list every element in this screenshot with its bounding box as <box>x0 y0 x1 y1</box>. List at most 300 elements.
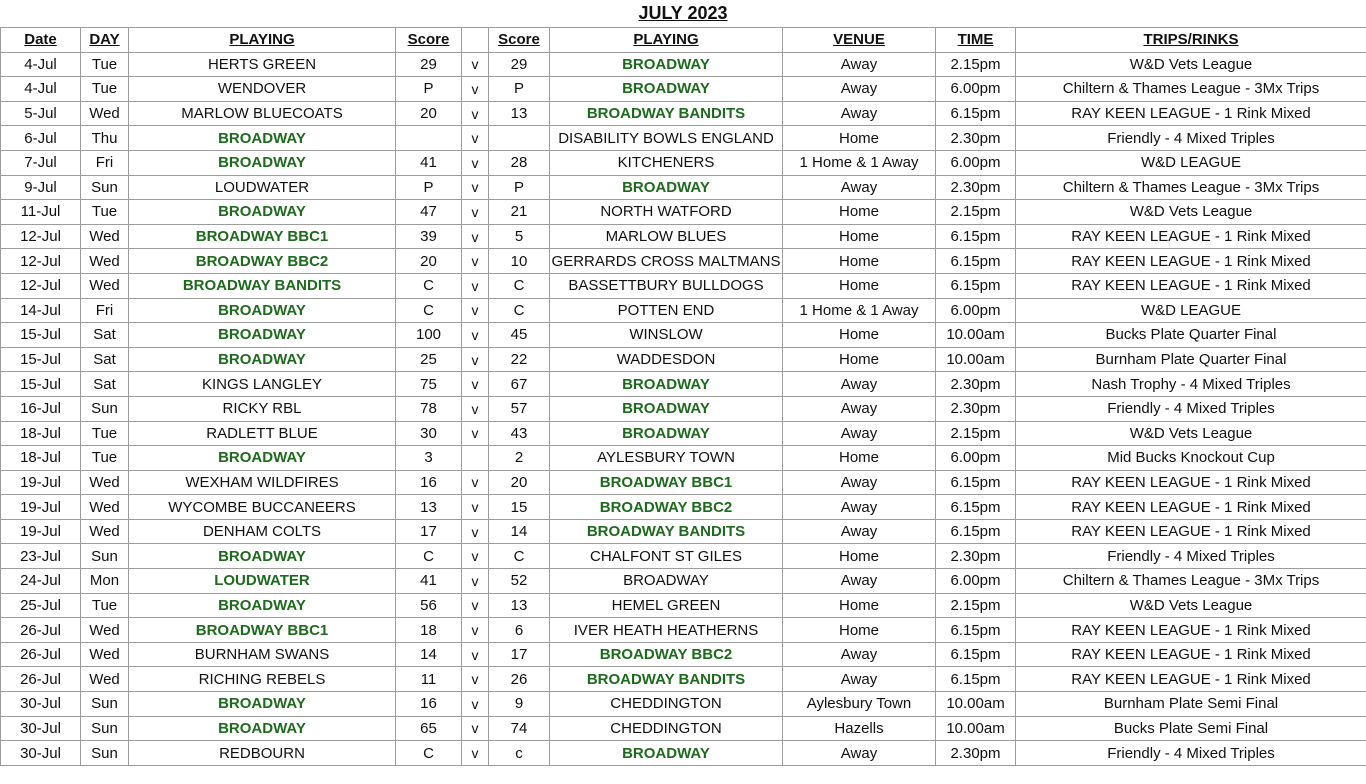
away-team: BROADWAY <box>550 396 783 421</box>
away-score: 13 <box>489 593 550 618</box>
venue: Home <box>783 224 936 249</box>
competition: Chiltern & Thames League - 3Mx Trips <box>1016 569 1366 594</box>
home-score: 25 <box>396 347 462 372</box>
fixture-day: Tue <box>81 446 129 471</box>
fixture-day: Tue <box>81 77 129 102</box>
away-score: 6 <box>489 618 550 643</box>
home-team: WENDOVER <box>129 77 396 102</box>
venue: Aylesbury Town <box>783 692 936 717</box>
away-score: 67 <box>489 372 550 397</box>
header-playing-home: PLAYING <box>129 28 396 53</box>
competition: RAY KEEN LEAGUE - 1 Rink Mixed <box>1016 249 1366 274</box>
table-row <box>1 569 1366 594</box>
competition: RAY KEEN LEAGUE - 1 Rink Mixed <box>1016 667 1366 692</box>
away-score: C <box>489 298 550 323</box>
away-score: 13 <box>489 101 550 126</box>
away-team: BASSETTBURY BULLDOGS <box>550 273 783 298</box>
home-score: 20 <box>396 249 462 274</box>
competition: W&D Vets League <box>1016 52 1366 77</box>
fixture-day: Sun <box>81 716 129 741</box>
home-score: 29 <box>396 52 462 77</box>
home-team: BROADWAY <box>129 298 396 323</box>
away-score: 14 <box>489 519 550 544</box>
start-time: 6.15pm <box>936 519 1016 544</box>
home-score <box>396 126 462 151</box>
table-row <box>1 273 1366 298</box>
fixture-day: Tue <box>81 52 129 77</box>
away-team: IVER HEATH HEATHERNS <box>550 618 783 643</box>
home-score: 13 <box>396 495 462 520</box>
home-team: BROADWAY BBC2 <box>129 249 396 274</box>
away-score: 17 <box>489 642 550 667</box>
fixture-date: 5-Jul <box>1 101 81 126</box>
versus: v <box>462 716 489 741</box>
fixture-date: 30-Jul <box>1 692 81 717</box>
home-team: WYCOMBE BUCCANEERS <box>129 495 396 520</box>
venue: Away <box>783 470 936 495</box>
start-time: 6.15pm <box>936 667 1016 692</box>
fixture-day: Wed <box>81 495 129 520</box>
fixture-day: Mon <box>81 569 129 594</box>
venue: 1 Home & 1 Away <box>783 298 936 323</box>
away-score: c <box>489 741 550 766</box>
start-time: 6.15pm <box>936 618 1016 643</box>
fixture-day: Sat <box>81 347 129 372</box>
versus <box>462 446 489 471</box>
versus: v <box>462 569 489 594</box>
home-team: BROADWAY <box>129 593 396 618</box>
fixture-day: Fri <box>81 298 129 323</box>
fixture-date: 19-Jul <box>1 519 81 544</box>
home-team: HERTS GREEN <box>129 52 396 77</box>
versus: v <box>462 495 489 520</box>
table-row <box>1 347 1366 372</box>
home-team: MARLOW BLUECOATS <box>129 101 396 126</box>
fixture-day: Tue <box>81 593 129 618</box>
away-team: CHALFONT ST GILES <box>550 544 783 569</box>
home-score: 11 <box>396 667 462 692</box>
fixture-date: 30-Jul <box>1 741 81 766</box>
fixture-date: 19-Jul <box>1 470 81 495</box>
competition: RAY KEEN LEAGUE - 1 Rink Mixed <box>1016 618 1366 643</box>
fixture-date: 26-Jul <box>1 642 81 667</box>
start-time: 6.00pm <box>936 446 1016 471</box>
competition: W&D Vets League <box>1016 200 1366 225</box>
header-venue: VENUE <box>783 28 936 53</box>
start-time: 6.15pm <box>936 470 1016 495</box>
versus: v <box>462 77 489 102</box>
title-text: JULY 2023 <box>638 3 728 23</box>
away-team: KITCHENERS <box>550 150 783 175</box>
fixture-day: Tue <box>81 200 129 225</box>
table-row <box>1 224 1366 249</box>
competition: RAY KEEN LEAGUE - 1 Rink Mixed <box>1016 224 1366 249</box>
fixture-date: 24-Jul <box>1 569 81 594</box>
home-team: BROADWAY <box>129 150 396 175</box>
fixture-date: 7-Jul <box>1 150 81 175</box>
versus: v <box>462 692 489 717</box>
away-score: 45 <box>489 323 550 348</box>
table-row <box>1 126 1366 151</box>
away-score: 15 <box>489 495 550 520</box>
away-score: C <box>489 544 550 569</box>
home-score: C <box>396 298 462 323</box>
header-trips-rinks: TRIPS/RINKS <box>1016 28 1366 53</box>
competition: W&D LEAGUE <box>1016 298 1366 323</box>
start-time: 2.30pm <box>936 175 1016 200</box>
fixture-date: 4-Jul <box>1 52 81 77</box>
competition: RAY KEEN LEAGUE - 1 Rink Mixed <box>1016 519 1366 544</box>
home-team: BROADWAY <box>129 544 396 569</box>
away-team: MARLOW BLUES <box>550 224 783 249</box>
fixture-date: 4-Jul <box>1 77 81 102</box>
home-score: 30 <box>396 421 462 446</box>
home-team: RICKY RBL <box>129 396 396 421</box>
venue: Home <box>783 544 936 569</box>
away-score: C <box>489 273 550 298</box>
away-team: WINSLOW <box>550 323 783 348</box>
table-row <box>1 249 1366 274</box>
fixture-date: 25-Jul <box>1 593 81 618</box>
venue: Home <box>783 347 936 372</box>
home-team: RADLETT BLUE <box>129 421 396 446</box>
home-team: BROADWAY BANDITS <box>129 273 396 298</box>
away-score: P <box>489 77 550 102</box>
competition: Mid Bucks Knockout Cup <box>1016 446 1366 471</box>
fixture-day: Wed <box>81 519 129 544</box>
table-row <box>1 446 1366 471</box>
venue: Away <box>783 101 936 126</box>
table-row <box>1 298 1366 323</box>
start-time: 6.15pm <box>936 249 1016 274</box>
versus: v <box>462 52 489 77</box>
away-team: POTTEN END <box>550 298 783 323</box>
away-team: BROADWAY BBC2 <box>550 495 783 520</box>
away-score: 26 <box>489 667 550 692</box>
header-date: Date <box>1 28 81 53</box>
versus: v <box>462 618 489 643</box>
home-team: BURNHAM SWANS <box>129 642 396 667</box>
fixture-date: 11-Jul <box>1 200 81 225</box>
home-team: BROADWAY <box>129 446 396 471</box>
fixture-day: Wed <box>81 618 129 643</box>
header-score-home: Score <box>396 28 462 53</box>
fixture-date: 23-Jul <box>1 544 81 569</box>
home-score: 47 <box>396 200 462 225</box>
home-team: LOUDWATER <box>129 569 396 594</box>
table-row <box>1 642 1366 667</box>
start-time: 2.30pm <box>936 396 1016 421</box>
competition: W&D LEAGUE <box>1016 150 1366 175</box>
fixtures-body <box>1 52 1366 765</box>
venue: Home <box>783 273 936 298</box>
away-team: BROADWAY <box>550 52 783 77</box>
versus: v <box>462 249 489 274</box>
home-score: 75 <box>396 372 462 397</box>
away-team: AYLESBURY TOWN <box>550 446 783 471</box>
fixture-day: Thu <box>81 126 129 151</box>
fixture-day: Wed <box>81 224 129 249</box>
header-playing-away: PLAYING <box>550 28 783 53</box>
away-score: 21 <box>489 200 550 225</box>
table-row <box>1 200 1366 225</box>
fixtures-table <box>0 27 1366 766</box>
versus: v <box>462 470 489 495</box>
away-team: DISABILITY BOWLS ENGLAND <box>550 126 783 151</box>
away-score: 22 <box>489 347 550 372</box>
start-time: 6.15pm <box>936 273 1016 298</box>
home-score: 56 <box>396 593 462 618</box>
start-time: 6.00pm <box>936 150 1016 175</box>
fixture-date: 12-Jul <box>1 224 81 249</box>
fixture-date: 18-Jul <box>1 446 81 471</box>
versus: v <box>462 323 489 348</box>
table-row <box>1 101 1366 126</box>
fixture-day: Wed <box>81 273 129 298</box>
fixture-day: Sun <box>81 175 129 200</box>
versus: v <box>462 741 489 766</box>
away-team: GERRARDS CROSS MALTMANS <box>550 249 783 274</box>
away-team: BROADWAY <box>550 741 783 766</box>
away-team: BROADWAY BANDITS <box>550 101 783 126</box>
versus: v <box>462 150 489 175</box>
away-score: 74 <box>489 716 550 741</box>
table-row <box>1 618 1366 643</box>
table-row <box>1 495 1366 520</box>
table-row <box>1 77 1366 102</box>
away-score: 52 <box>489 569 550 594</box>
away-team: BROADWAY BANDITS <box>550 519 783 544</box>
table-row <box>1 150 1366 175</box>
fixture-date: 14-Jul <box>1 298 81 323</box>
header-vs <box>462 28 489 53</box>
start-time: 2.30pm <box>936 126 1016 151</box>
away-team: BROADWAY BANDITS <box>550 667 783 692</box>
away-score: 9 <box>489 692 550 717</box>
away-score: 57 <box>489 396 550 421</box>
fixture-day: Tue <box>81 421 129 446</box>
venue: Home <box>783 323 936 348</box>
competition: Burnham Plate Quarter Final <box>1016 347 1366 372</box>
venue: Away <box>783 175 936 200</box>
away-score: 29 <box>489 52 550 77</box>
home-score: 65 <box>396 716 462 741</box>
competition: RAY KEEN LEAGUE - 1 Rink Mixed <box>1016 470 1366 495</box>
away-team: BROADWAY <box>550 372 783 397</box>
competition: RAY KEEN LEAGUE - 1 Rink Mixed <box>1016 495 1366 520</box>
fixture-date: 19-Jul <box>1 495 81 520</box>
home-team: BROADWAY <box>129 200 396 225</box>
venue: Home <box>783 200 936 225</box>
fixture-day: Sat <box>81 323 129 348</box>
fixture-day: Sun <box>81 544 129 569</box>
home-score: 16 <box>396 692 462 717</box>
away-team: BROADWAY <box>550 421 783 446</box>
venue: Home <box>783 126 936 151</box>
home-team: BROADWAY BBC1 <box>129 618 396 643</box>
table-row <box>1 175 1366 200</box>
fixture-date: 26-Jul <box>1 618 81 643</box>
home-score: 41 <box>396 150 462 175</box>
competition: Friendly - 4 Mixed Triples <box>1016 741 1366 766</box>
table-row <box>1 323 1366 348</box>
fixture-day: Sun <box>81 692 129 717</box>
venue: Home <box>783 249 936 274</box>
table-row <box>1 421 1366 446</box>
venue: Away <box>783 642 936 667</box>
venue: Away <box>783 421 936 446</box>
venue: Away <box>783 519 936 544</box>
home-score: 78 <box>396 396 462 421</box>
home-team: DENHAM COLTS <box>129 519 396 544</box>
home-score: P <box>396 175 462 200</box>
fixture-date: 9-Jul <box>1 175 81 200</box>
venue: Away <box>783 372 936 397</box>
table-row <box>1 519 1366 544</box>
header-time: TIME <box>936 28 1016 53</box>
start-time: 6.15pm <box>936 224 1016 249</box>
home-score: C <box>396 544 462 569</box>
versus: v <box>462 200 489 225</box>
fixture-date: 15-Jul <box>1 372 81 397</box>
fixture-day: Wed <box>81 249 129 274</box>
versus: v <box>462 273 489 298</box>
away-team: BROADWAY BBC2 <box>550 642 783 667</box>
home-team: BROADWAY <box>129 126 396 151</box>
away-score: 20 <box>489 470 550 495</box>
start-time: 10.00am <box>936 716 1016 741</box>
versus: v <box>462 667 489 692</box>
away-score: 5 <box>489 224 550 249</box>
home-team: WEXHAM WILDFIRES <box>129 470 396 495</box>
venue: Away <box>783 495 936 520</box>
away-score: P <box>489 175 550 200</box>
fixture-day: Wed <box>81 642 129 667</box>
fixture-date: 30-Jul <box>1 716 81 741</box>
competition: Friendly - 4 Mixed Triples <box>1016 544 1366 569</box>
table-row <box>1 716 1366 741</box>
venue: Away <box>783 741 936 766</box>
fixture-date: 15-Jul <box>1 323 81 348</box>
fixture-date: 12-Jul <box>1 249 81 274</box>
competition: RAY KEEN LEAGUE - 1 Rink Mixed <box>1016 273 1366 298</box>
venue: Away <box>783 77 936 102</box>
start-time: 6.00pm <box>936 77 1016 102</box>
venue: Home <box>783 618 936 643</box>
table-row <box>1 692 1366 717</box>
fixture-date: 18-Jul <box>1 421 81 446</box>
fixture-day: Wed <box>81 101 129 126</box>
competition: Chiltern & Thames League - 3Mx Trips <box>1016 175 1366 200</box>
versus: v <box>462 347 489 372</box>
start-time: 10.00am <box>936 692 1016 717</box>
table-row <box>1 667 1366 692</box>
home-score: 3 <box>396 446 462 471</box>
versus: v <box>462 224 489 249</box>
home-score: 18 <box>396 618 462 643</box>
versus: v <box>462 372 489 397</box>
fixture-day: Wed <box>81 667 129 692</box>
start-time: 10.00am <box>936 323 1016 348</box>
fixture-day: Wed <box>81 470 129 495</box>
away-score: 43 <box>489 421 550 446</box>
home-team: BROADWAY <box>129 692 396 717</box>
table-row <box>1 593 1366 618</box>
start-time: 2.15pm <box>936 593 1016 618</box>
venue: Away <box>783 52 936 77</box>
versus: v <box>462 544 489 569</box>
away-score: 28 <box>489 150 550 175</box>
versus: v <box>462 421 489 446</box>
away-team: CHEDDINGTON <box>550 692 783 717</box>
table-row <box>1 396 1366 421</box>
home-team: BROADWAY <box>129 716 396 741</box>
versus: v <box>462 519 489 544</box>
competition: Chiltern & Thames League - 3Mx Trips <box>1016 77 1366 102</box>
table-row <box>1 544 1366 569</box>
venue: Hazells <box>783 716 936 741</box>
competition: Nash Trophy - 4 Mixed Triples <box>1016 372 1366 397</box>
versus: v <box>462 642 489 667</box>
venue: Away <box>783 396 936 421</box>
start-time: 2.15pm <box>936 52 1016 77</box>
fixture-date: 6-Jul <box>1 126 81 151</box>
home-score: C <box>396 273 462 298</box>
fixture-date: 12-Jul <box>1 273 81 298</box>
fixture-date: 15-Jul <box>1 347 81 372</box>
competition: Burnham Plate Semi Final <box>1016 692 1366 717</box>
header-score-away: Score <box>489 28 550 53</box>
home-score: C <box>396 741 462 766</box>
away-team: BROADWAY <box>550 569 783 594</box>
venue: Home <box>783 593 936 618</box>
page-title <box>0 0 1366 27</box>
home-team: RICHING REBELS <box>129 667 396 692</box>
competition: Bucks Plate Quarter Final <box>1016 323 1366 348</box>
away-team: BROADWAY BBC1 <box>550 470 783 495</box>
fixture-date: 16-Jul <box>1 396 81 421</box>
fixture-day: Sat <box>81 372 129 397</box>
away-team: WADDESDON <box>550 347 783 372</box>
fixture-day: Fri <box>81 150 129 175</box>
home-team: BROADWAY <box>129 347 396 372</box>
competition: RAY KEEN LEAGUE - 1 Rink Mixed <box>1016 101 1366 126</box>
start-time: 6.15pm <box>936 101 1016 126</box>
competition: Friendly - 4 Mixed Triples <box>1016 396 1366 421</box>
away-team: CHEDDINGTON <box>550 716 783 741</box>
home-score: P <box>396 77 462 102</box>
versus: v <box>462 593 489 618</box>
home-score: 17 <box>396 519 462 544</box>
start-time: 2.30pm <box>936 544 1016 569</box>
competition: Friendly - 4 Mixed Triples <box>1016 126 1366 151</box>
fixture-date: 26-Jul <box>1 667 81 692</box>
away-score: 10 <box>489 249 550 274</box>
away-team: BROADWAY <box>550 77 783 102</box>
table-row <box>1 470 1366 495</box>
versus: v <box>462 101 489 126</box>
home-score: 100 <box>396 323 462 348</box>
fixture-day: Sun <box>81 396 129 421</box>
home-team: LOUDWATER <box>129 175 396 200</box>
header-row <box>1 28 1366 53</box>
versus: v <box>462 175 489 200</box>
away-team: HEMEL GREEN <box>550 593 783 618</box>
home-score: 41 <box>396 569 462 594</box>
away-score <box>489 126 550 151</box>
venue: Home <box>783 446 936 471</box>
header-day: DAY <box>81 28 129 53</box>
